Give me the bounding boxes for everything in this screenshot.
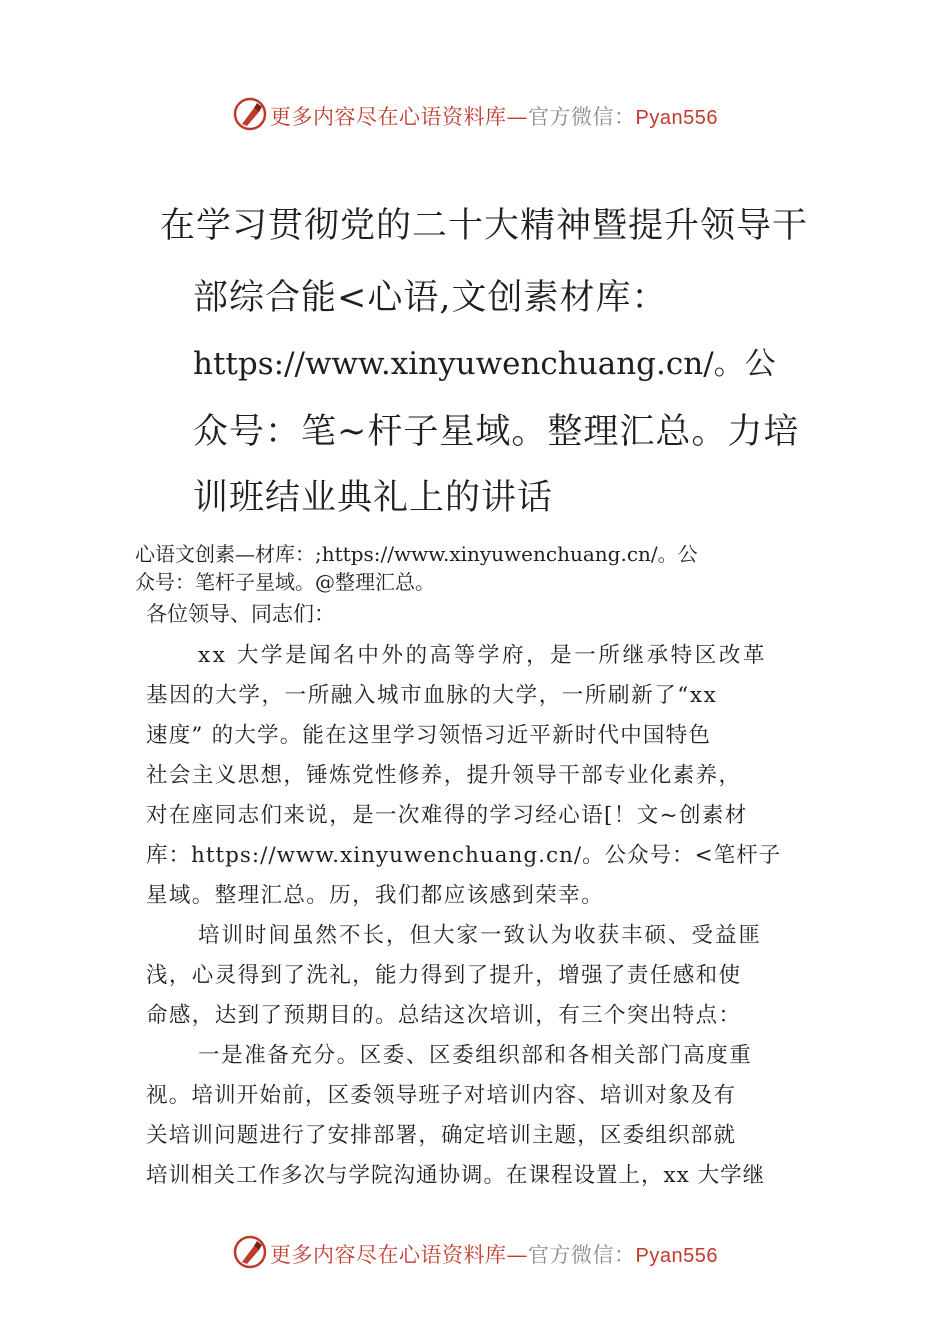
title-line: 训班结业典礼上的讲话 — [193, 478, 554, 518]
body-line: 对在座同志们来说，是一次难得的学习经心语[！文~创素材 — [146, 803, 748, 828]
title-line: https://www.xinyuwenchuang.cn/。公 — [193, 346, 776, 382]
salutation: 各位领导、同志们： — [146, 602, 335, 626]
source-line: 众号：笔杆子星域。@整理汇总。 — [135, 570, 435, 594]
body-line: 浅，心灵得到了洗礼，能力得到了提升，增强了责任感和使 — [146, 963, 742, 988]
pen-nib-icon — [232, 1234, 268, 1270]
body-line: 基因的大学，一所融入城市血脉的大学，一所刷新了“xx — [146, 683, 718, 708]
watermark-text — [270, 101, 718, 131]
body-line: 库：https://www.xinyuwenchuang.cn/。公众号：<笔杆子 — [146, 843, 782, 868]
watermark-text — [270, 1239, 718, 1269]
body-line: 星域。整理汇总。历，我们都应该感到荣幸。 — [146, 883, 605, 908]
body-line: 速度” 的大学。能在这里学习领悟习近平新时代中国特色 — [146, 723, 712, 748]
pen-nib-icon — [232, 96, 268, 132]
title-line: 部综合能<心语,文创素材库： — [193, 278, 668, 318]
title-line: 众号：笔~杆子星域。整理汇总。力培 — [193, 412, 800, 452]
body-line: 关培训问题进行了安排部署，确定培训主题，区委组织部就 — [146, 1123, 737, 1148]
title-line: 在学习贯彻党的二十大精神暨提升领导干 — [160, 206, 809, 246]
footer-watermark-banner — [0, 1234, 950, 1274]
body-line: 一是准备充分。区委、区委组织部和各相关部门高度重 — [198, 1043, 753, 1068]
body-line: 命感，达到了预期目的。总结这次培训，有三个突出特点： — [146, 1003, 742, 1028]
watermark-wechat-id: Pyan556 — [635, 1245, 718, 1267]
watermark-gray-text: 官方微信： — [528, 1243, 636, 1267]
watermark-red-text: 更多内容尽在心语资料库— — [270, 1243, 528, 1267]
body-line: 培训时间虽然不长，但大家一致认为收获丰硕、受益匪 — [198, 923, 763, 948]
watermark-gray-text: 官方微信： — [528, 105, 636, 129]
body-line: 培训相关工作多次与学院沟通协调。在课程设置上，xx 大学继 — [146, 1163, 766, 1188]
body-line: 社会主义思想，锤炼党性修养，提升领导干部专业化素养， — [146, 763, 742, 788]
header-watermark-banner — [0, 96, 950, 136]
watermark-red-text: 更多内容尽在心语资料库— — [270, 105, 528, 129]
body-line: xx 大学是闻名中外的高等学府，是一所继承特区改革 — [198, 643, 768, 668]
body-line: 视。培训开始前，区委领导班子对培训内容、培训对象及有 — [146, 1083, 737, 1108]
source-line: 心语文创素—材库：;https://www.xinyuwenchuang.cn/。公 — [135, 542, 698, 566]
watermark-wechat-id: Pyan556 — [635, 107, 718, 129]
